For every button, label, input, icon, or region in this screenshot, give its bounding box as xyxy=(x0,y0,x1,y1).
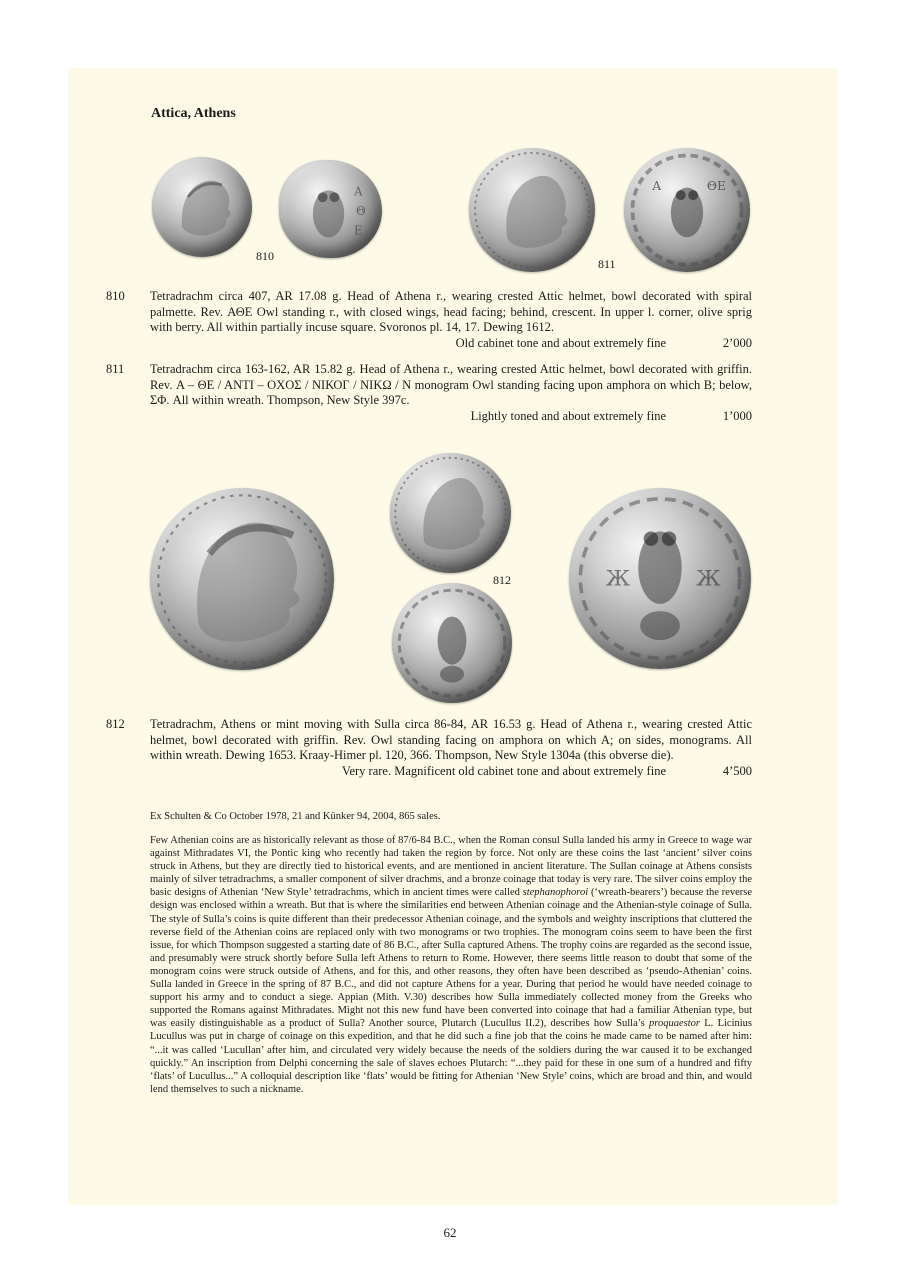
lot-grade-line xyxy=(150,409,752,425)
lot-grade: Lightly toned and about extremely fine xyxy=(470,408,666,423)
coin-810-reverse xyxy=(279,160,382,258)
lot-811 xyxy=(106,362,752,424)
svg-text:Ж: Ж xyxy=(605,566,631,592)
lot-description: Tetradrachm, Athens or mint moving with Sulla circa 86-84, AR 16.53 g. Head of Athena r., wearing crested Attic helmet, bowl decorated with griffin. Rev. Owl standing facing on amphora on which A; on sides, monograms. All within wreath. Dewing 1653. Kraay-Himer pl. 120, 366. Thompson, New Style 1304a (this obverse die). xyxy=(150,717,752,762)
lot-grade: Old cabinet tone and about extremely fine xyxy=(455,335,666,350)
svg-text:Θ: Θ xyxy=(355,203,366,218)
owl-icon xyxy=(279,160,382,258)
plate-number-811: 811 xyxy=(598,257,616,271)
lot-number: 811 xyxy=(106,362,125,376)
athena-head-icon xyxy=(150,488,334,670)
lot-description: Tetradrachm circa 407, AR 17.08 g. Head of Athena r., wearing crested Attic helmet, bowl decorated with spiral palmette. Rev. ΑΘΕ Owl standing r., with closed wings, head facing; behind, crescent. In upper l. corner, olive sprig with berry. All within partially incuse square. Svoronos pl. 14, 17. Dewing 1612. xyxy=(150,289,752,334)
lot-812-essay xyxy=(150,834,752,1096)
athena-head-icon xyxy=(390,453,511,573)
coin-812-obverse-enlarged xyxy=(150,488,334,670)
lot-description: Tetradrachm circa 163-162, AR 15.82 g. Head of Athena r., wearing crested Attic helmet, bowl decorated with griffin. Rev. Α – ΘΕ / ΑΝΤΙ – ΟΧΟΣ / ΝΙΚΟΓ / ΝΙΚΩ / Ν monogram Owl standing facing upon amphora on which Β; below, ΣΦ. All within wreath. Thompson, New Style 397c. xyxy=(150,362,752,407)
lot-grade-line xyxy=(150,764,752,780)
essay-term: proquaestor xyxy=(649,1018,700,1030)
essay-text: (‘wreath-bearers’) because the reverse design was enclosed within a wreath. But that is where the similarities end between Athenian coinage and the Athenian-style coinage of Sulla. The style of Sulla’s coins is quite different than their predecessor Athenian coinage, and the symbols and weighty inscriptions that cluttered the reverse field of the Athenian coins are replaced only with two monograms or two trophies. The monogram coins seem to have been the first issue, for which Thompson suggested a starting date of 86 B.C., after Sulla captured Athens. The trophy coins are regarded as the second issue, and presumably were struck shortly before Sulla left Athens to return to Rome. However, there seems little reason to doubt that some of the monogram coins were struck outside of Athens, and for this, and other reasons, they often have been described as ‘pseudo-Athenian’ coins. Sulla landed in Greece in the spring of 87 B.C., and did not capture Athens for a year. During that period he would have needed coinage to support his army and to conduct a siege. Appian (Mith. V.30) describes how Sulla immediately collected money from the Greeks who supported the Romans against Mithradates. Might not this new fund have been converted into coinage that had a familiar Athenian type, but was easily distinguishable as a product of Sulla? Another source, Plutarch (Lucullus II.2), describes how Sulla’s xyxy=(150,887,752,1030)
lot-number: 810 xyxy=(106,289,125,303)
lot-812 xyxy=(106,717,752,779)
lot-number: 812 xyxy=(106,717,125,731)
lot-grade-line xyxy=(150,336,752,352)
owl-on-amphora-icon xyxy=(624,148,750,272)
coin-812-reverse-enlarged xyxy=(569,488,751,669)
coin-811-obverse xyxy=(469,148,595,272)
essay-term: stephanophoroi xyxy=(522,887,589,899)
lot-810 xyxy=(106,289,752,351)
svg-text:Α: Α xyxy=(652,178,662,194)
owl-on-amphora-icon xyxy=(569,488,751,669)
plate-number-810: 810 xyxy=(256,249,274,263)
coin-810-obverse xyxy=(152,157,252,257)
page-number: 62 xyxy=(443,1225,457,1240)
section-title: Attica, Athens xyxy=(151,106,236,121)
lot-estimate: 1’000 xyxy=(722,408,752,423)
coin-812-reverse xyxy=(392,583,512,703)
svg-text:Α: Α xyxy=(354,184,363,199)
lot-estimate: 4’500 xyxy=(722,763,752,778)
svg-text:Ж: Ж xyxy=(696,566,721,592)
lot-estimate: 2’000 xyxy=(722,335,752,350)
lot-grade: Very rare. Magnificent old cabinet tone and about extremely fine xyxy=(341,763,666,778)
svg-text:Ε: Ε xyxy=(354,223,363,238)
coin-811-reverse xyxy=(624,148,750,272)
svg-text:ΘΕ: ΘΕ xyxy=(706,178,727,194)
owl-on-amphora-icon xyxy=(392,583,512,703)
essay-text: Few Athenian coins are as historically relevant as those of 87/6-84 B.C., when the Roman consul Sulla landed his army in Greece to wage war against Mithradates VI, the Pontic king who recently had taken the region by force. Not only are these coins the last ‘ancient’ silver coins struck in Athens, but they are directly tied to historical events, and are mentioned in ancient literature. The Sullan coinage at Athens consists mainly of silver tetradrachms, a smaller component of silver drachms, and a bronze coinage that today is very rare. The silver coins employ the basic designs of Athenian ‘New Style’ tetradrachms, which in ancient times were called xyxy=(150,835,752,899)
lot-812-provenance: Ex Schulten & Co October 1978, 21 and Künker 94, 2004, 865 sales. xyxy=(150,811,441,822)
athena-head-icon xyxy=(152,157,252,257)
coin-812-obverse xyxy=(390,453,511,573)
essay-text: L. Licinius Lucullus was put in charge of coinage on this expedition, and that he did such a fine job that the coins he made came to be named after him: “...it was called ‘Lucullan’ after him, and circulated very widely because the needs of the soldiers during the war caused it to be exchanged quickly.” An inscription from Delphi concerning the sale of slaves echoes Plutarch: “...they paid for these in one sum of a hundred and fifty ‘flats’ of Lucullus...” A colloquial description like ‘flats’ would be fitting for Athenian ‘New Style’ coins, which are broad and thin, and would lend themselves to such a nickname. xyxy=(150,1018,752,1095)
plate-number-812: 812 xyxy=(493,573,511,587)
athena-head-icon xyxy=(469,148,595,272)
